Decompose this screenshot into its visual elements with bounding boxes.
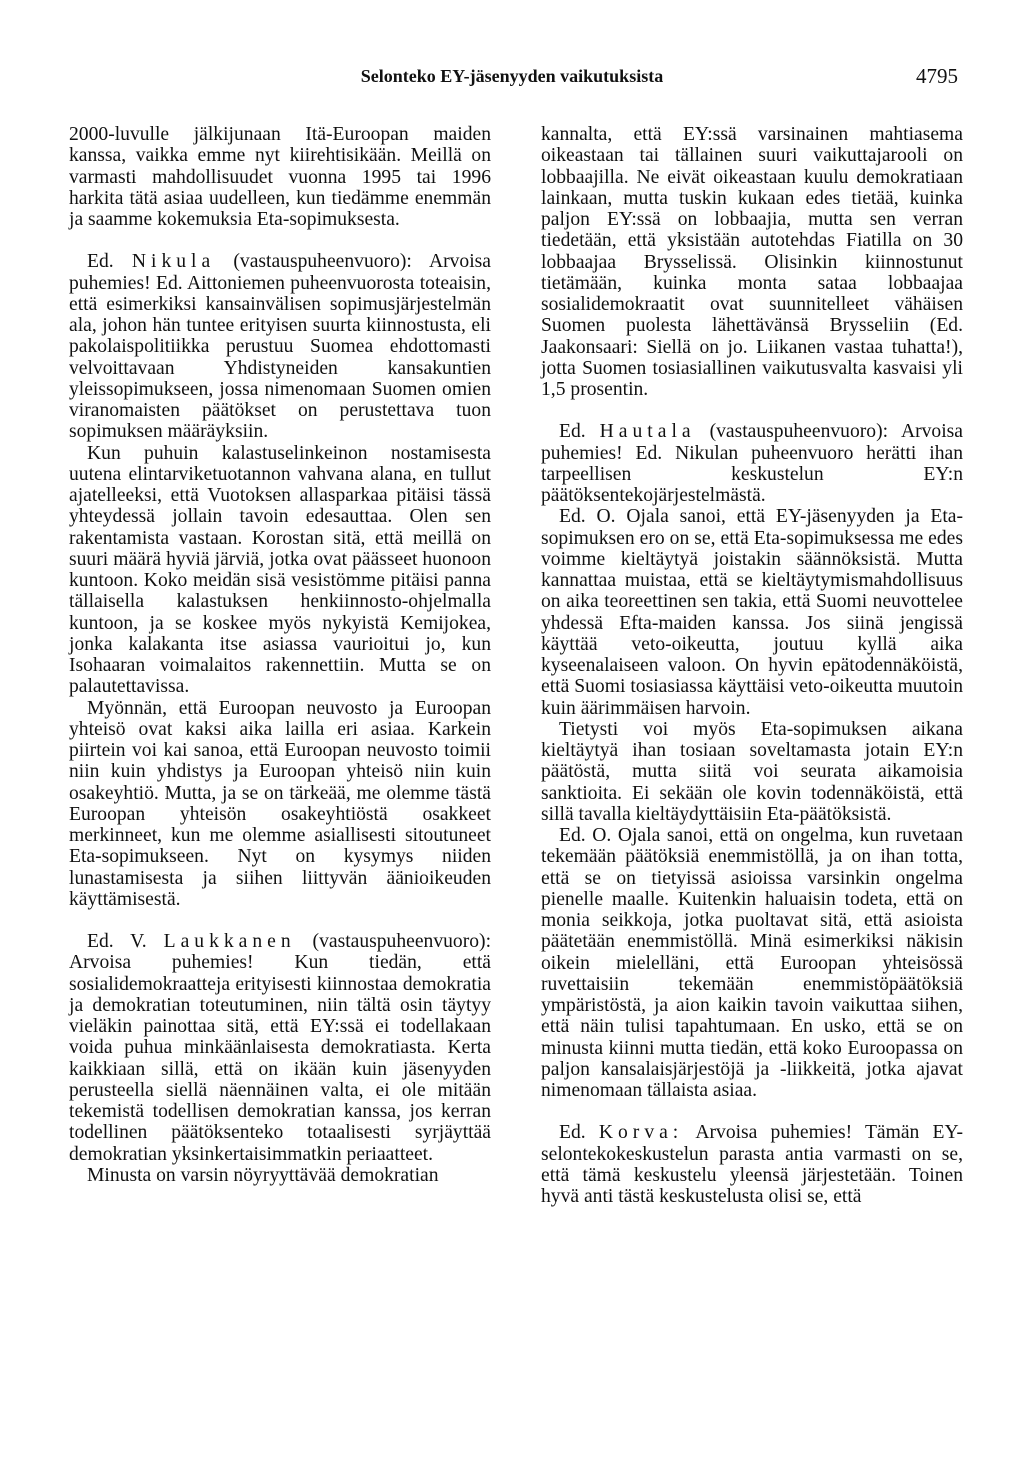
paragraph: 2000-luvulle jälkijunaan Itä-Euroopan maiden kanssa, vaikka emme nyt kiirehtisikään. Meillä on varmasti mahdollisuudet vuonna 1995 tai 1996 harkita tätä asiaa uudelleen, kun tiedämme enemmän ja saamme kokemuksia Eta-sopimuksesta. bbox=[69, 124, 491, 230]
paragraph: Ed. O. Ojala sanoi, että on ongelma, kun ruvetaan tekemään päätöksiä enemmistöllä, ja on ihan totta, että se on tietyissä asioissa varsinkin ongelma pienelle maalle. Kuitenkin haluaisin todeta, että on monia seikkoja, jotka puoltavat sitä, että asioista päätetään enemmistöllä. Minä esimerkiksi näkisin oikein mielelläni, että Euroopan yhteisössä ruvettaisiin tekemään enemmistöpäätöksiä ympäristöstä, ja aion kaikin tavoin vaikuttaa siihen, että näin tulisi tapahtumaan. En usko, että se on minusta kiinni mutta tiedän, että koko Euroopassa on paljon kansalaisjärjestöjä ja -liikkeitä, jotka ajavat nimenomaan tällaista asiaa. bbox=[541, 825, 963, 1101]
speech-paragraph bbox=[69, 931, 491, 1165]
paragraph: Myönnän, että Euroopan neuvosto ja Euroopan yhteisö ovat kaksi aika lailla eri asiaa. Karkein piirtein voi kai sanoa, että Euroopan neuvosto toimii niin kuin yhdistys ja Euroopan yhteisö niin kuin osakeyhtiö. Mutta, ja se on tärkeää, me olemme tästä Euroopan yhteisön osakeyhtiöstä osakkeet merkinneet, kun me olemme asiallisesti sitoutuneet Eta-sopimukseen. Nyt on kysymys niiden lunastamisesta ja siihen liittyvän äänioikeuden käyttämisestä. bbox=[69, 697, 491, 910]
speaker-name: Nikula bbox=[131, 251, 216, 273]
running-header-title: Selonteko EY-jäsenyyden vaikutuksista bbox=[360, 66, 664, 86]
speech-paragraph bbox=[69, 251, 491, 442]
speech-paragraph bbox=[541, 1122, 963, 1207]
speech-text: (vastauspuheenvuoro): Arvoisa puhemies! Ed. Nikulan puheenvuoro herätti ihan tarpeellisen keskustelun EY:n päätöksentekojärjestelmästä. bbox=[541, 421, 963, 506]
speech-text: (vastauspuheenvuoro): Arvoisa puhemies! Ed. Aittoniemen puheenvuorosta toteaisin, että esimerkiksi kansainvälisen sopimusjärjestelmän ala, johon hän tuntee erityisen suurta kiinnostusta, eli pakolaispolitiikka perustuu Suomea ehdottomasti velvoittavaan Yhdistyneiden kansakuntien yleissopimukseen, jossa nimenomaan Suomen omien viranomaisten päätökset on perustettava tuon sopimuksen määräyksiin. bbox=[69, 251, 491, 443]
speech-text: Arvoisa puhemies! Tämän EY-selontekokeskustelun parasta antia varmasti on se, että tämä keskustelu yleensä järjestetään. Toinen hyvä anti tästä keskustelusta olisi se, että bbox=[541, 1122, 963, 1207]
speaker-title: Ed. bbox=[87, 251, 114, 273]
speech-paragraph bbox=[541, 421, 963, 506]
speaker-name: Hautala bbox=[599, 421, 696, 443]
speaker-name: Korva: bbox=[598, 1122, 684, 1144]
paragraph: Minusta on varsin nöyryyttävää demokratian bbox=[87, 1164, 439, 1186]
page-number: 4795 bbox=[916, 64, 958, 88]
paragraph: Tietysti voi myös Eta-sopimuksen aikana kieltäytyä ihan tosiaan soveltamasta jotain EY:n päätöstä, mutta siitä voi seurata aikamoisia sanktioita. Ei sekään ole kovin todennäköistä, että sillä tavalla kieltäydyttäisiin Eta-päätöksistä. bbox=[541, 718, 963, 825]
speech-text: (vastauspuheenvuoro): Arvoisa puhemies! Kun tiedän, että sosialidemokraatteja erityisesti kiinnostaa demokratia ja demokratian toteutuminen, niin tältä osin täytyy vieläkin painottaa sitä, että EY:ssä ei todellakaan voida puhua minkäänlaisesta demokratiasta. Kerta kaikkiaan sillä, että on ikään kuin jäsenyyden perusteella siellä näennäinen valta, ei ole mitään tekemistä todellisen demokratian kanssa, jos kerran todellinen päätöksenteko totaalisesti syrjäyttää demokratian yksinkertaisimmatkin periaatteet. bbox=[69, 931, 492, 1165]
speaker-title: Ed. V. bbox=[87, 931, 147, 952]
speaker-name: Laukkanen bbox=[163, 931, 296, 952]
paragraph: Ed. O. Ojala sanoi, että EY-jäsenyyden ja Eta-sopimuksen ero on se, että Eta-sopimuksessa me edes voimme kieltäytyä joistakin säännöksistä. Mutta kannattaa muistaa, että se kieltäytymismahdollisuus on aika teoreettinen sen takia, että Suomi neuvottelee yhdessä Efta-maiden kanssa. Jos siinä jengissä käyttää veto-oikeutta, joutuu kyllä aika kyseenalaiseen valoon. On hyvin epätodennäköistä, että Suomi tosiasiassa käyttäisi veto-oikeutta muutoin kuin äärimmäisen harvoin. bbox=[541, 506, 963, 719]
speaker-title: Ed. bbox=[559, 1122, 586, 1144]
left-column bbox=[69, 124, 491, 1186]
speaker-title: Ed. bbox=[559, 421, 586, 443]
right-column bbox=[541, 124, 963, 1207]
paragraph: kannalta, että EY:ssä varsinainen mahtiasema oikeastaan tai tällainen suuri vaikuttajarooli on lobbaajilla. Ne eivät oikeastaan kuulu demokratiaan lainkaan, mutta tuskin kukaan edes tietää, kuinka paljon EY:ssä on lobbaajia, mutta sen verran tiedetään, että yksistään autotehdas Fiatilla on 30 lobbaajaa Brysselissä. Olisinkin kiinnostunut tietämään, kuinka monta sataa lobbaajaa sosialidemokraatit ovat suunnitelleet vähäisen Suomen puolesta lähettävänsä Brysseliin (Ed. Jaakonsaari: Siellä on jo. Liikanen vastaa tuhatta!), jotta Suomen tosiasiallinen vaikutusvalta kasvaisi yli 1,5 prosentin. bbox=[541, 124, 963, 400]
paragraph: Kun puhuin kalastuselinkeinon nostamisesta uutena elintarviketuotannon vahvana alana, en tullut ajatelleeksi, että Vuotoksen allasparkaa pitäisi tässä yhteydessä jollain tavoin edesauttaa. Olen sen rakentamista vastaan. Korostan sitä, että meillä on suuri määrä hyviä järviä, jotka ovat päässeet huonoon kuntoon. Koko meidän sisä vesistömme pitäisi panna tällaisella kalastuksen henkiinnosto-ohjelmalla kuntoon, ja se koskee myös nykyistä Kemijokea, jonka kalakanta itse asiassa vaurioitui jo, kun Isohaaran voimalaitos rakennettiin. Mutta se on palautettavissa. bbox=[69, 442, 491, 698]
